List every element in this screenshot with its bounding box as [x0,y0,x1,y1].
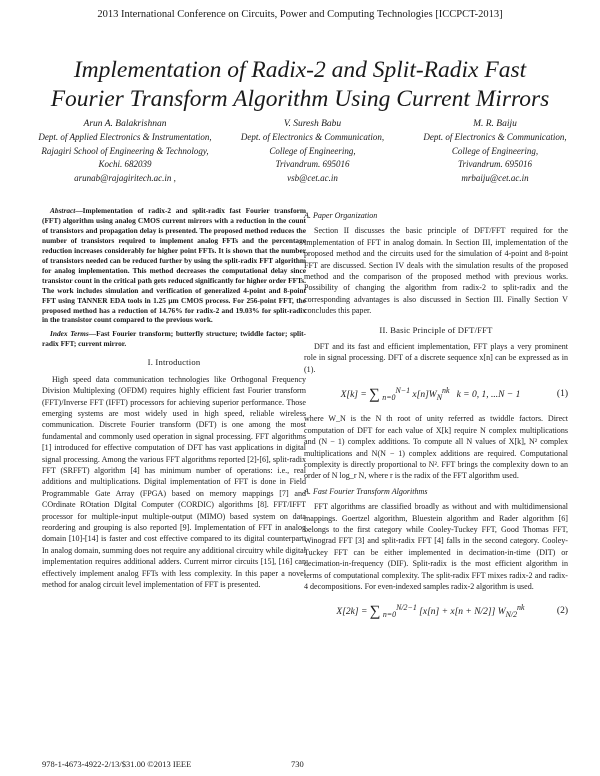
eq1-upper-limit: N−1 [395,386,411,396]
eq2-rhs-sub: N/2 [505,610,518,620]
sum-icon: ∑ [369,603,381,620]
author-block-1 [20,118,230,185]
equation-2-number: (2) [556,605,568,616]
conference-header: 2013 International Conference on Circuits, Power and Computing Technologies [ICCPCT-2013] [97,9,503,20]
section-heading-basic-principle: II. Basic Principle of DFT/FFT [379,324,493,335]
subsection-heading-fft-algorithms: A. Fast Fourier Transform Algorithms [304,486,428,496]
section-heading-introduction: I. Introduction [147,357,201,368]
author-name: V. Suresh Babu [283,119,342,129]
author-inst: College of Engineering, [269,145,356,156]
author-dept: Dept. of Electronics & Communication, [423,132,567,143]
equation-2-expression [304,602,557,620]
author-inst: College of Engineering, [451,145,539,156]
abstract [42,206,306,325]
author-dept: Dept. of Applied Electronics & Instrumentation, [38,132,212,143]
footer-page-number: 730 [291,759,304,769]
author-block-2 [225,118,400,185]
title-line-2: Fourier Transform Algorithm Using Current Mirrors [50,86,550,112]
author-email[interactable]: vsb@cet.ac.in [287,172,338,183]
equation-1-expression [304,385,557,403]
right-column [304,206,568,630]
author-name: Arun A. Balakrishnan [83,119,167,129]
index-terms [42,329,306,349]
eq1-lhs: X[k] = [340,390,367,401]
eq1-rhs: x[n]W [412,390,437,401]
sum-icon: ∑ [369,386,380,403]
equation-2 [304,596,568,626]
title-line-1: Implementation of Radix-2 and Split-Radix Fast [73,57,527,83]
left-column [42,206,306,594]
fft-algorithms-paragraph: FFT algorithms are classified broadly as without and with multidimensional mappings. Goertzel algorithm, Bluestein algorithm and Rader algorithm [6] belongs to the first category while Cooley-Tuckey FFT, Good Thomas FFT, Winograd FFT [3] and split-radix FFT [4] falls in the second category. Cooley-Tuckey FFT can be either implemented in decimation-in-time (DIT) or decimation-in-frequency (DIF). Split-radix is the most efficient algorithm in terms of computational complexity. The split-radix FFT mixes radix-2 and radix-4 decompositions. For even-indexed samples radix-2 algorithm is used. [304,502,568,591]
author-name: M. R. Baiju [473,119,517,129]
paper-title [20,56,580,114]
author-dept: Dept. of Electronics & Communication, [240,132,385,143]
abstract-text: —Implementation of radix-2 and split-radix fast Fourier transform (FFT) algorithm using analog CMOS current mirrors with a reduction in the count of transistors and propagation delay is presented. The proposed method reduces the number of transistors required to implement analog FFTs and the percentage reduction increases considerably for higher point FFTs. It is shown that the number of transistors needed can be reduced further by using the split-radix FFT algorithm for analog implementation. This method decreases the computational delay since transistor count in the critical path gets reduced significantly for higher order FFTs. The work includes simulation and verification of generalized 4-point and 8-point FFT using TANNER EDA tools in 1.25 μm CMOS process. For 256-point FFT, the proposed method has a reduction of 14.76% for radix-2 and 19.03% for split-radix in the transistor count compared to the previous work. [42,206,306,325]
author-city: Trivandrum. 695016 [457,159,532,170]
eq2-rhs: [x[n] + x[n + N/2]] W [419,607,506,618]
equation-1 [304,379,568,409]
eq2-lower-limit: n=0 [382,610,397,620]
abstract-lead: Abstract [50,206,76,215]
eq1-rhs-exp: nk [441,386,450,396]
paper-organization-paragraph: Section II discusses the basic principle of DFT/FFT required for the implementation of FFT in analog domain. In Section III, implementation of the proposed method and the circuits used for the simulation of 4-point and 8-point FFT are discussed. Section IV deals with the simulation results of the proposed method and the comparison of the proposed method with previous works. Possibility of changing the algorithm from radix-2 to split-radix and the corresponding advantages is also discussed in Section III. Finally Section V concludes this paper. [304,226,568,316]
introduction-paragraph: High speed data communication technologies like Orthogonal Frequency Division Multiplexing (OFDM) requires highly efficient fast Fourier transform (FFT)/Inverse FFT (IFFT) processors for achieving superior performance. Those emerging systems are most widely used in high speed, reliable wireless communication. Discrete Fourier transform (DFT) is one among the most fundamental and commonly used operation in signal processing. FFT algorithms [1] introduced for effective computation of DFT has vast applications in digital signal processing. Among the various FFT algorithms reported [2]-[6], split-radix FFT (SRFFT) algorithm [4] has minimum number of operations: i.e., real additions and multiplications. Digital implementation of FFT is done in Field Programmable Gate Array (FPGA) based on memory mappings [7] and COrdinate ROtation DIgital Computer (CORDIC) algorithms [8]. FFT/IFFT processor for multiple-input multiple-output (MIMO) based system on data reordering and grouping is also reported [9]. Implementation of FFT in analog domain [10]-[14] is faster and cost effective compared to its digital counterpart. In analog domain, summing does not require any additional circuitry while digital implementation requires additional adders. Current mirror circuits [15], [16] can effectively implement analog FFTs with less complexity. In this paper a novel method for analog circuit level implementation of FFT is presented. [42,374,306,590]
subsection-heading-paper-organization: A. Paper Organization [304,211,378,220]
eq2-lhs: X[2k] = [336,607,368,618]
author-email[interactable]: mrbaiju@cet.ac.in [461,172,529,183]
index-terms-lead: Index Terms [50,329,89,339]
dft-intro-paragraph: DFT and its fast and efficient implementation, FFT plays a very prominent role in signal processing. DFT of a discrete sequence x[n] can be expressed as in (1). [304,342,568,374]
eq1-rhs-sub: N [436,393,442,403]
author-inst: Rajagiri School of Engineering & Technology, [41,145,209,156]
author-email[interactable]: arunab@rajagiritech.ac.in , [74,172,176,183]
author-block-3 [400,118,590,185]
dft-complexity-paragraph: where W_N is the N th root of unity referred as twiddle factors. Direct computation of DFT for each value of X[k] require N complex multiplications and (N − 1) complex additions. To compute all N values of X[k], N² complex multiplications and N(N − 1) complex additions are required. Computational complexity is directly proportional to N². FFT brings the complexity down to an order of N log_r N, where r is the radix of the FFT algorithm used. [304,414,568,481]
author-city: Kochi. 682039 [98,159,152,170]
equation-1-number: (1) [556,388,568,399]
footer-copyright: 978-1-4673-4922-2/13/$31.00 ©2013 IEEE [42,759,192,769]
eq1-lower-limit: n=0 [382,393,396,403]
eq2-upper-limit: N/2−1 [396,603,417,613]
author-city: Trivandrum. 695016 [275,159,350,170]
eq2-rhs-exp: nk [517,603,525,613]
index-terms-text: —Fast Fourier transform; butterfly structure; twiddle factor; split-radix FFT; current mirror. [42,329,306,349]
eq1-condition: k = 0, 1, ...N − 1 [456,390,521,401]
